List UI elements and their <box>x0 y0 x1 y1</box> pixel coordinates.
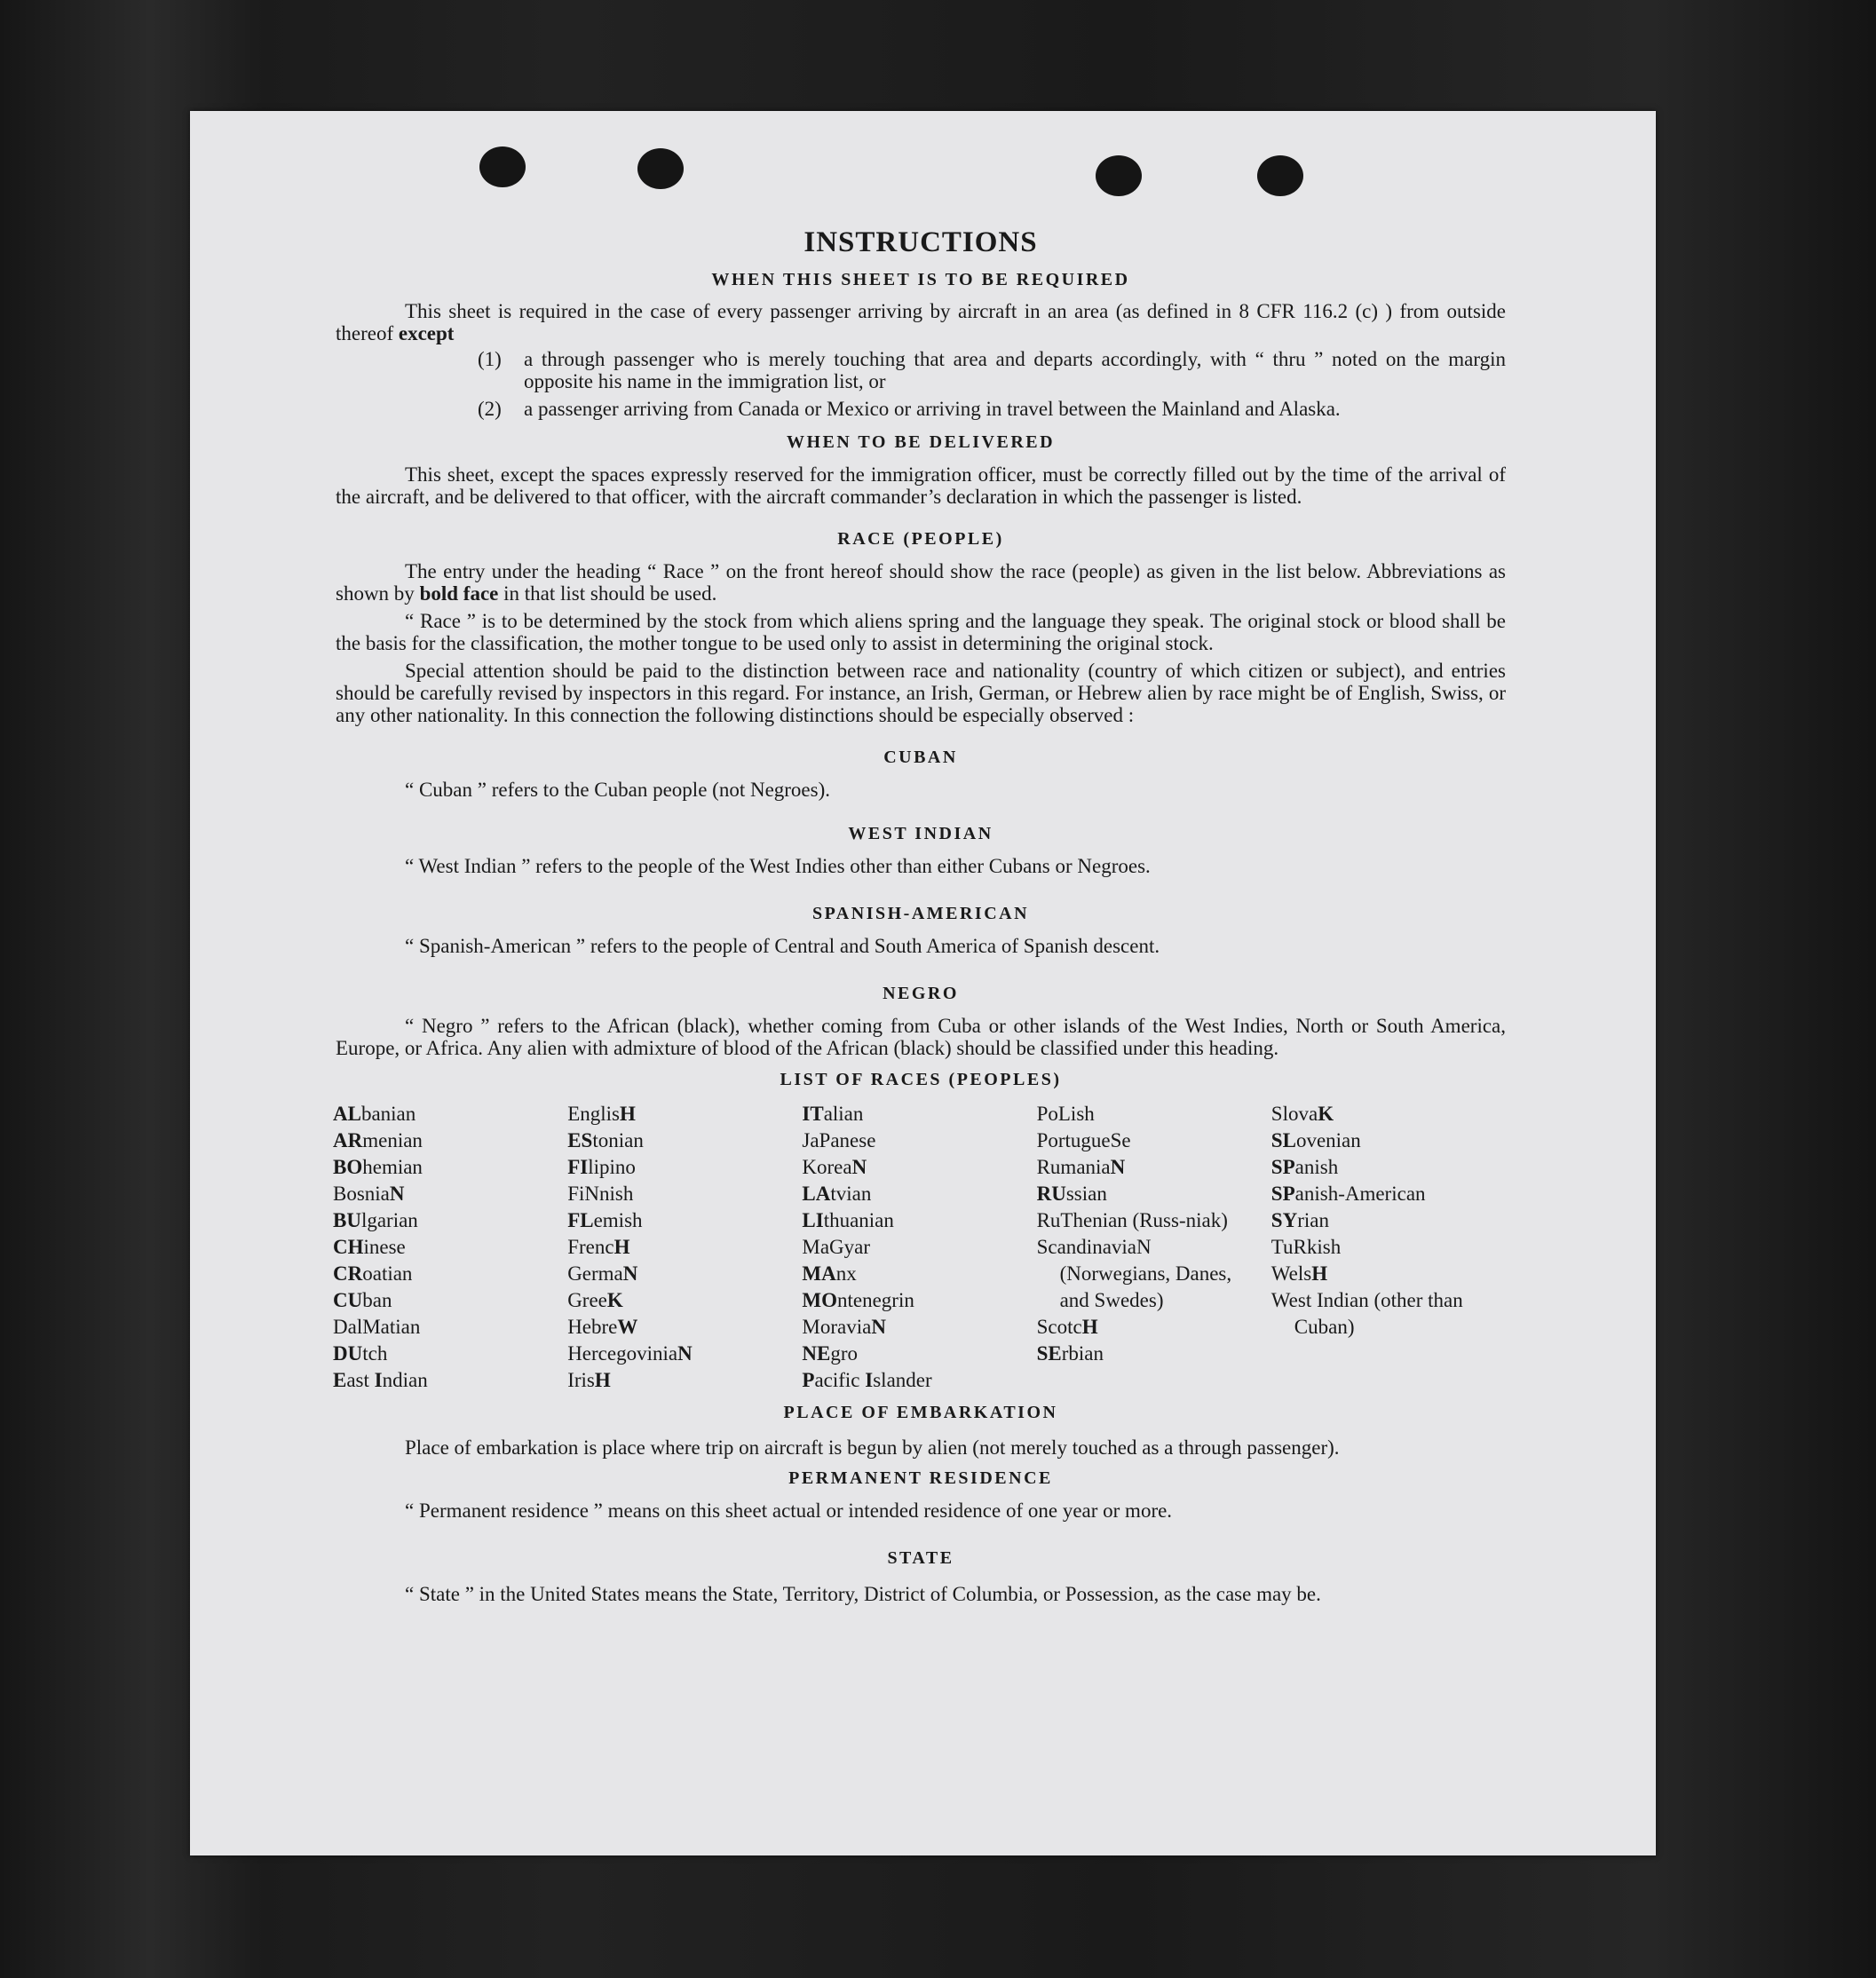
except-bold: except <box>398 322 455 344</box>
item-number: (1) <box>478 348 502 370</box>
race-entry: SLovenian <box>1270 1129 1361 1151</box>
cuban-text: “ Cuban ” refers to the Cuban people (not Negroes). <box>405 779 831 801</box>
race-entry: PoLish <box>1036 1103 1095 1125</box>
section-heading-west-indian: WEST INDIAN <box>848 824 993 843</box>
race-entry: CUban <box>333 1289 392 1311</box>
exception-item-2 <box>478 398 1506 420</box>
race-entry: DUtch <box>333 1342 388 1365</box>
race-entry: GreeK <box>567 1289 623 1311</box>
race-entry: ScotcH <box>1036 1316 1098 1338</box>
required-paragraph <box>336 300 1506 344</box>
race-entry: RumaniaN <box>1036 1156 1126 1178</box>
races-column <box>802 1101 1036 1394</box>
race-entry: RuThenian (Russ-niak) <box>1036 1209 1228 1231</box>
section-heading-spanish-american: SPANISH-AMERICAN <box>811 904 1030 923</box>
exception-item-1 <box>478 348 1506 392</box>
section-heading-state: STATE <box>887 1548 954 1568</box>
races-list <box>333 1101 1506 1394</box>
race-entry: FIlipino <box>567 1156 636 1178</box>
race-entry: ARmenian <box>333 1129 423 1151</box>
residence-text: “ Permanent residence ” means on this sheet actual or intended residence of one year or more. <box>405 1499 1173 1522</box>
race-paragraph-3: Special attention should be paid to the distinction between race and nationality (country of which citizen or subject), and entries should be carefully revised by inspectors in this regard. For instance, an Irish, German, or Hebrew alien by race might be of English, Swiss, or any other nationality. In this connection the following distinctions should be especially observed : <box>336 660 1506 726</box>
race-entry: ALbanian <box>333 1103 416 1125</box>
section-heading-negro: NEGRO <box>883 984 959 1003</box>
race-entry: ScandinaviaN (Norwegians, Danes, and Swedes) <box>1036 1236 1232 1311</box>
state-text: “ State ” in the United States means the State, Territory, District of Columbia, or Possession, as the case may be. <box>405 1583 1321 1605</box>
race-entry: HebreW <box>567 1316 638 1338</box>
race-entry: WelsH <box>1270 1262 1328 1285</box>
race-entry: BosniaN <box>333 1183 405 1205</box>
race-entry: BUlgarian <box>333 1209 418 1231</box>
punch-hole <box>479 146 526 187</box>
section-heading-cuban: CUBAN <box>883 748 958 767</box>
race-entry: MoraviaN <box>802 1316 886 1338</box>
race-text: in that list should be used. <box>503 582 717 605</box>
race-entry: EnglisH <box>567 1103 636 1125</box>
race-entry: NEgro <box>802 1342 859 1365</box>
race-entry: Pacific Islander <box>802 1369 932 1391</box>
race-paragraph-1 <box>336 560 1506 605</box>
race-entry: SYrian <box>1270 1209 1329 1231</box>
instructions-content <box>333 226 1506 1609</box>
race-entry: JaPanese <box>802 1129 876 1151</box>
race-entry: SPanish-American <box>1270 1183 1426 1205</box>
race-entry: CRoatian <box>333 1262 413 1285</box>
race-entry: SPanish <box>1270 1156 1339 1178</box>
race-entry: CHinese <box>333 1236 406 1258</box>
race-entry: LAtvian <box>802 1183 872 1205</box>
race-entry: SErbian <box>1036 1342 1104 1365</box>
race-entry: MOntenegrin <box>802 1289 914 1311</box>
section-heading-race: RACE (PEOPLE) <box>837 529 1004 549</box>
race-entry: MaGyar <box>802 1236 871 1258</box>
section-heading-embarkation: PLACE OF EMBARKATION <box>783 1403 1058 1422</box>
section-heading-races: LIST OF RACES (PEOPLES) <box>780 1070 1062 1089</box>
races-column <box>1271 1101 1506 1394</box>
race-entry: TuRkish <box>1270 1236 1342 1258</box>
page-title: INSTRUCTIONS <box>803 226 1038 258</box>
race-entry: East Indian <box>333 1369 428 1391</box>
item-text: a through passenger who is merely touching that area and departs accordingly, with “ thru ” noted on the margin opposite his name in the immigration list, or <box>524 348 1506 392</box>
bold-face-text: bold face <box>419 582 499 605</box>
race-text: The entry under the heading “ Race ” on the front hereof should show the race (people) as given in the list below. Abbreviations as shown by <box>336 560 1506 605</box>
west-indian-text: “ West Indian ” refers to the people of the West Indies other than either Cubans or Negroes. <box>405 855 1151 877</box>
race-entry: FiNnish <box>567 1183 634 1205</box>
negro-text: “ Negro ” refers to the African (black), whether coming from Cuba or other islands of the West Indies, North or South America, Europe, or Africa. Any alien with admixture of blood of the African (black) should be classified under this heading. <box>336 1015 1506 1059</box>
item-number: (2) <box>478 398 502 420</box>
section-heading-required: WHEN THIS SHEET IS TO BE REQUIRED <box>711 270 1130 289</box>
race-entry: EStonian <box>567 1129 644 1151</box>
race-paragraph-2: “ Race ” is to be determined by the stock from which aliens spring and the language they speak. The original stock or blood shall be the basis for the classification, the mother tongue to be used only to assist in determining the original stock. <box>336 610 1506 654</box>
punch-hole <box>637 148 684 189</box>
spanish-american-text: “ Spanish-American ” refers to the people of Central and South America of Spanish descent. <box>405 935 1160 957</box>
race-entry: RUssian <box>1036 1183 1107 1205</box>
races-column <box>1037 1101 1271 1394</box>
embarkation-text: Place of embarkation is place where trip on aircraft is begun by alien (not merely touched as a through passenger). <box>405 1436 1340 1459</box>
race-entry: KoreaN <box>802 1156 867 1178</box>
race-entry: GermaN <box>567 1262 638 1285</box>
race-entry: LIthuanian <box>802 1209 894 1231</box>
race-entry: PortugueSe <box>1036 1129 1131 1151</box>
race-entry: BOhemian <box>333 1156 423 1178</box>
race-entry: HercegoviniaN <box>567 1342 693 1365</box>
required-text: This sheet is required in the case of every passenger arriving by aircraft in an area (as defined in 8 CFR 116.2 (c) ) from outside thereof <box>336 300 1506 344</box>
punch-hole <box>1096 155 1142 196</box>
document-sheet <box>190 111 1656 1855</box>
race-entry: MAnx <box>802 1262 857 1285</box>
race-entry: FLemish <box>567 1209 643 1231</box>
race-entry: IrisH <box>567 1369 611 1391</box>
item-text: a passenger arriving from Canada or Mexico or arriving in travel between the Mainland and Alaska. <box>524 398 1341 420</box>
punch-hole <box>1257 155 1303 196</box>
race-entry: FrencH <box>567 1236 630 1258</box>
race-entry: West Indian (other than Cuban) <box>1270 1289 1463 1338</box>
race-entry: ITalian <box>802 1103 864 1125</box>
race-entry: SlovaK <box>1270 1103 1334 1125</box>
races-column <box>567 1101 802 1394</box>
races-column <box>333 1101 567 1394</box>
section-heading-delivered: WHEN TO BE DELIVERED <box>786 432 1056 452</box>
race-entry: DalMatian <box>333 1316 421 1338</box>
delivered-paragraph: This sheet, except the spaces expressly reserved for the immigration officer, must be correctly filled out by the time of the arrival of the aircraft, and be delivered to that officer, with the aircraft commander’s declaration in which the passenger is listed. <box>336 463 1506 508</box>
section-heading-residence: PERMANENT RESIDENCE <box>788 1468 1053 1488</box>
